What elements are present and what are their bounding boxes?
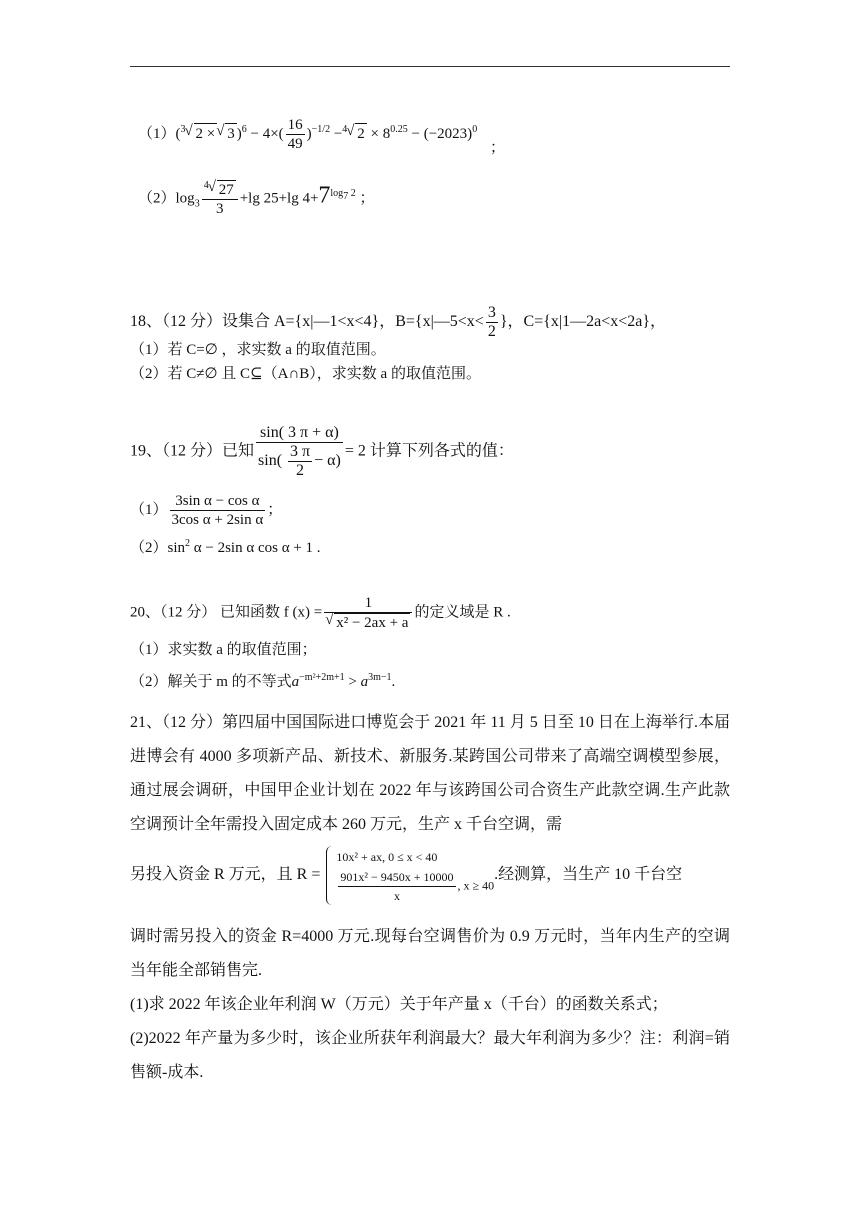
q18-stem: 18、（12 分）设集合 A={x|—1<x<4}，B={x|—5<x< $\frac{3}{2}$ }，C={x|1—2a<x<2a}， xyxy=(130,304,667,340)
q21-paragraph-1: 21、（12 分）第四届中国国际进口博览会于 2021 年 11 月 5 日至 10 日在上海举行.本届进博会有 4000 多项新产品、新技术、新服务.某跨国公司带来了高端空调模型参展，通过展会调研，中国甲企业计划在 2022 年与该跨国公司合资生产此款空调.生产此款空调预计全年需投入固定成本 260 万元，生产 x 千台空调，需 xyxy=(130,714,730,833)
q20-stem: 20、（12 分） 已知函数 f (x) = 1 √ x² − 2ax + a 的定义域是 R . xyxy=(130,594,511,632)
q18-sub2: （2）若 C≠∅ 且 C⊆（A∩B），求实数 a 的取值范围。 xyxy=(130,366,481,382)
q18-sub1: （1）若 C=∅ ，求实数 a 的取值范围。 xyxy=(130,342,386,358)
q21-sub1: (1)求 2022 年该企业年利润 W（万元）关于年产量 x（千台）的函数关系式； xyxy=(130,996,668,1013)
q17-part1-end: ； xyxy=(490,140,506,156)
q21-paragraph-2: 调时需另投入的资金 R=4000 万元.现每台空调售价为 0.9 万元时，当年内生产的空调当年能全部销售完. xyxy=(130,928,730,979)
q17-part1: （1）($^3$√ 2 ×√ 3 )$^6$ − 4×( $\frac{16}{49}$ )$^{-1/2}$ −$^4$√ $2 \times 8^{0.25} - (-2023)^0$ xyxy=(138,116,477,153)
q19-part1: （1） $\frac{\text{3sin α − cos α}}{\text{3cos α + 2sin α}}$ ； xyxy=(130,493,283,528)
q20-sub2: （2）解关于 m 的不等式$a^{-m^2+2m+1} > a^{3m-1}$. xyxy=(130,672,396,690)
q21-sub2: (2)2022 年产量为多少时，该企业所获年利润最大？最大年利润为多少？注：利润=销售额-成本. xyxy=(130,1030,730,1081)
q19-part2: $(2)\sin^2$ α − 2sin α cos α + 1 . xyxy=(130,538,321,556)
q21-r-definition: 另投入资金 R 万元，且 R = 10x² + ax, 0 ≤ x < 40 $\frac{\text{901x² − 9450x + 10000}}{x}$ , x ≥ 40 .经测算，当生产 10 千台空 xyxy=(130,846,682,905)
q19-stem: 19、（12 分）已知 sin( 3 π + α) sin( $\frac{3 \pi}{2}$ − α) = 2 计算下列各式的值： xyxy=(130,424,514,479)
q20-sub1: （1）求实数 a 的取值范围； xyxy=(130,642,317,658)
q17-part2: $(2)\log_3$ $\frac{^4√ 27}{3}$ +lg 25+lg $4+7^{log_7 2}$ ； xyxy=(138,180,374,218)
header-rule xyxy=(130,66,730,67)
